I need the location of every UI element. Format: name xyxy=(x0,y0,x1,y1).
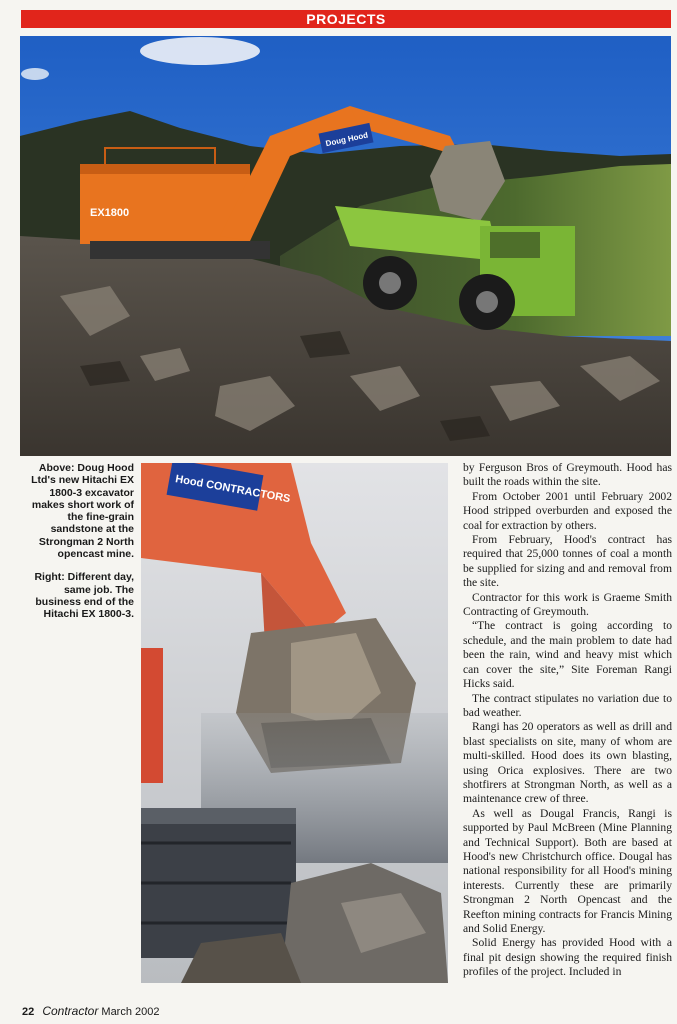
caption-above: Above: Doug Hood Ltd's new Hitachi EX 1800-3 excavator makes short work of the fine-grain sandstone at the Strongman 2 North opencast mine. xyxy=(31,462,134,561)
magazine-name: Contractor xyxy=(42,1004,99,1018)
body-paragraph: From February, Hood's contract has required that 25,000 tonnes of coal a month be supplied for sizing and and removal from the site. xyxy=(463,533,672,590)
body-paragraph: by Ferguson Bros of Greymouth. Hood has built the roads within the site. xyxy=(463,461,672,489)
article-body xyxy=(463,461,672,980)
body-paragraph: The contract stipulates no variation due to bad weather. xyxy=(463,691,672,719)
photo-captions xyxy=(22,462,134,632)
page-footer xyxy=(22,1004,160,1018)
body-paragraph: From October 2001 until February 2002 Hood stripped overburden and exposed the coal for extraction by others. xyxy=(463,489,672,532)
excavator-loading-truck-photo xyxy=(20,36,671,456)
body-paragraph: “The contract is going according to schedule, and the main problem to date had been the rain, wind and heavy mist which can cover the site,” Site Foreman Rangi Hicks said. xyxy=(463,619,672,691)
body-paragraph: As well as Dougal Francis, Rangi is supported by Paul McBreen (Mine Planning and Technical Support). Both are based at Hood's new Christchurch office. Dougal has national responsibility for all Hood's mining interests. Currently these are primarily Strongman 2 North Opencast and the Reefton mining contracts for Francis Mining and Solid Energy. xyxy=(463,806,672,935)
excavator-bucket-photo xyxy=(141,463,448,983)
caption-right: Right: Different day, same job. The business end of the Hitachi EX 1800-3. xyxy=(34,571,134,621)
page-number: 22 xyxy=(22,1006,35,1018)
section-banner: PROJECTS xyxy=(21,10,671,28)
excavator-model-text: EX1800 xyxy=(90,207,130,219)
brand-decal-text: Doug Hood xyxy=(324,130,369,149)
issue-date: March 2002 xyxy=(101,1006,160,1018)
body-paragraph: Contractor for this work is Graeme Smith Contracting of Greymouth. xyxy=(463,590,672,619)
hood-sign-text: Hood CONTRACTORS xyxy=(174,473,292,506)
body-paragraph: Rangi has 20 operators as well as drill and blast specialists on site, many of whom are multi-skilled. Hood does its own blasting, using Orica explosives. There are two shotfirers at Strongman North, as well as a maintenance crew of three. xyxy=(463,720,672,806)
body-paragraph: Solid Energy has provided Hood with a final pit design showing the required finish profiles of the project. Included in xyxy=(463,936,672,979)
